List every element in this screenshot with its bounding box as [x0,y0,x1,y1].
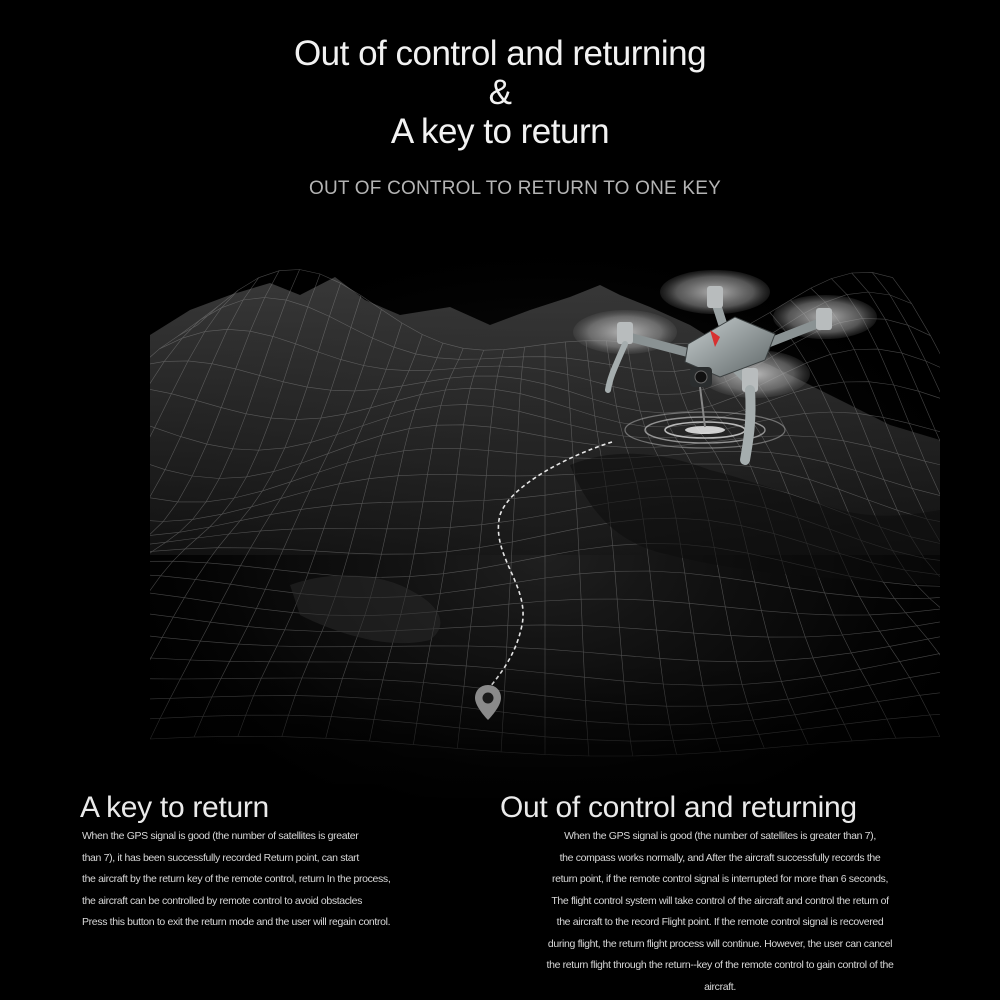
hero-title-ampersand: & [488,73,512,112]
hero-title-line-3: A key to return [390,112,610,151]
body-line: the aircraft can be controlled by remote control to avoid obstacles [82,894,363,907]
quadcopter-drone-icon [570,262,880,472]
body-line: the return flight through the return--key of the remote control to gain control of the [546,959,894,971]
body-line: Press this button to exit the return mode and the user will regain control. [82,916,391,928]
section-out-of-control-returning [500,790,940,998]
section-body [500,826,940,998]
body-line: aircraft. [704,980,736,993]
section-body [82,826,480,934]
body-line: return point, if the remote control signal is interrupted for more than 6 seconds, [551,873,889,885]
body-line: When the GPS signal is good (the number of satellites is greater [82,830,359,842]
section-heading: Out of control and returning [500,791,857,824]
section-heading: A key to return [80,791,269,824]
section-key-to-return [80,790,480,934]
body-line: the aircraft to the record Flight point. If the remote control signal is recovered [556,916,884,928]
body-line: than 7), it has been successfully recorded Return point, can start [82,851,359,864]
hero-title [0,34,1000,151]
location-pin-icon [472,683,504,723]
body-line: the compass works normally, and After the aircraft successfully records the [559,851,881,864]
body-line: The flight control system will take control of the aircraft and control the return of [551,894,889,907]
body-line: during flight, the return flight process will continue. However, the user can cancel [547,937,893,950]
body-line: When the GPS signal is good (the number of satellites is greater than 7), [564,830,876,842]
body-line: the aircraft by the return key of the remote control, return In the process, [82,873,391,885]
hero-subtitle: OUT OF CONTROL TO RETURN TO ONE KEY [308,178,722,199]
hero-title-line-1: Out of control and returning [293,34,707,73]
